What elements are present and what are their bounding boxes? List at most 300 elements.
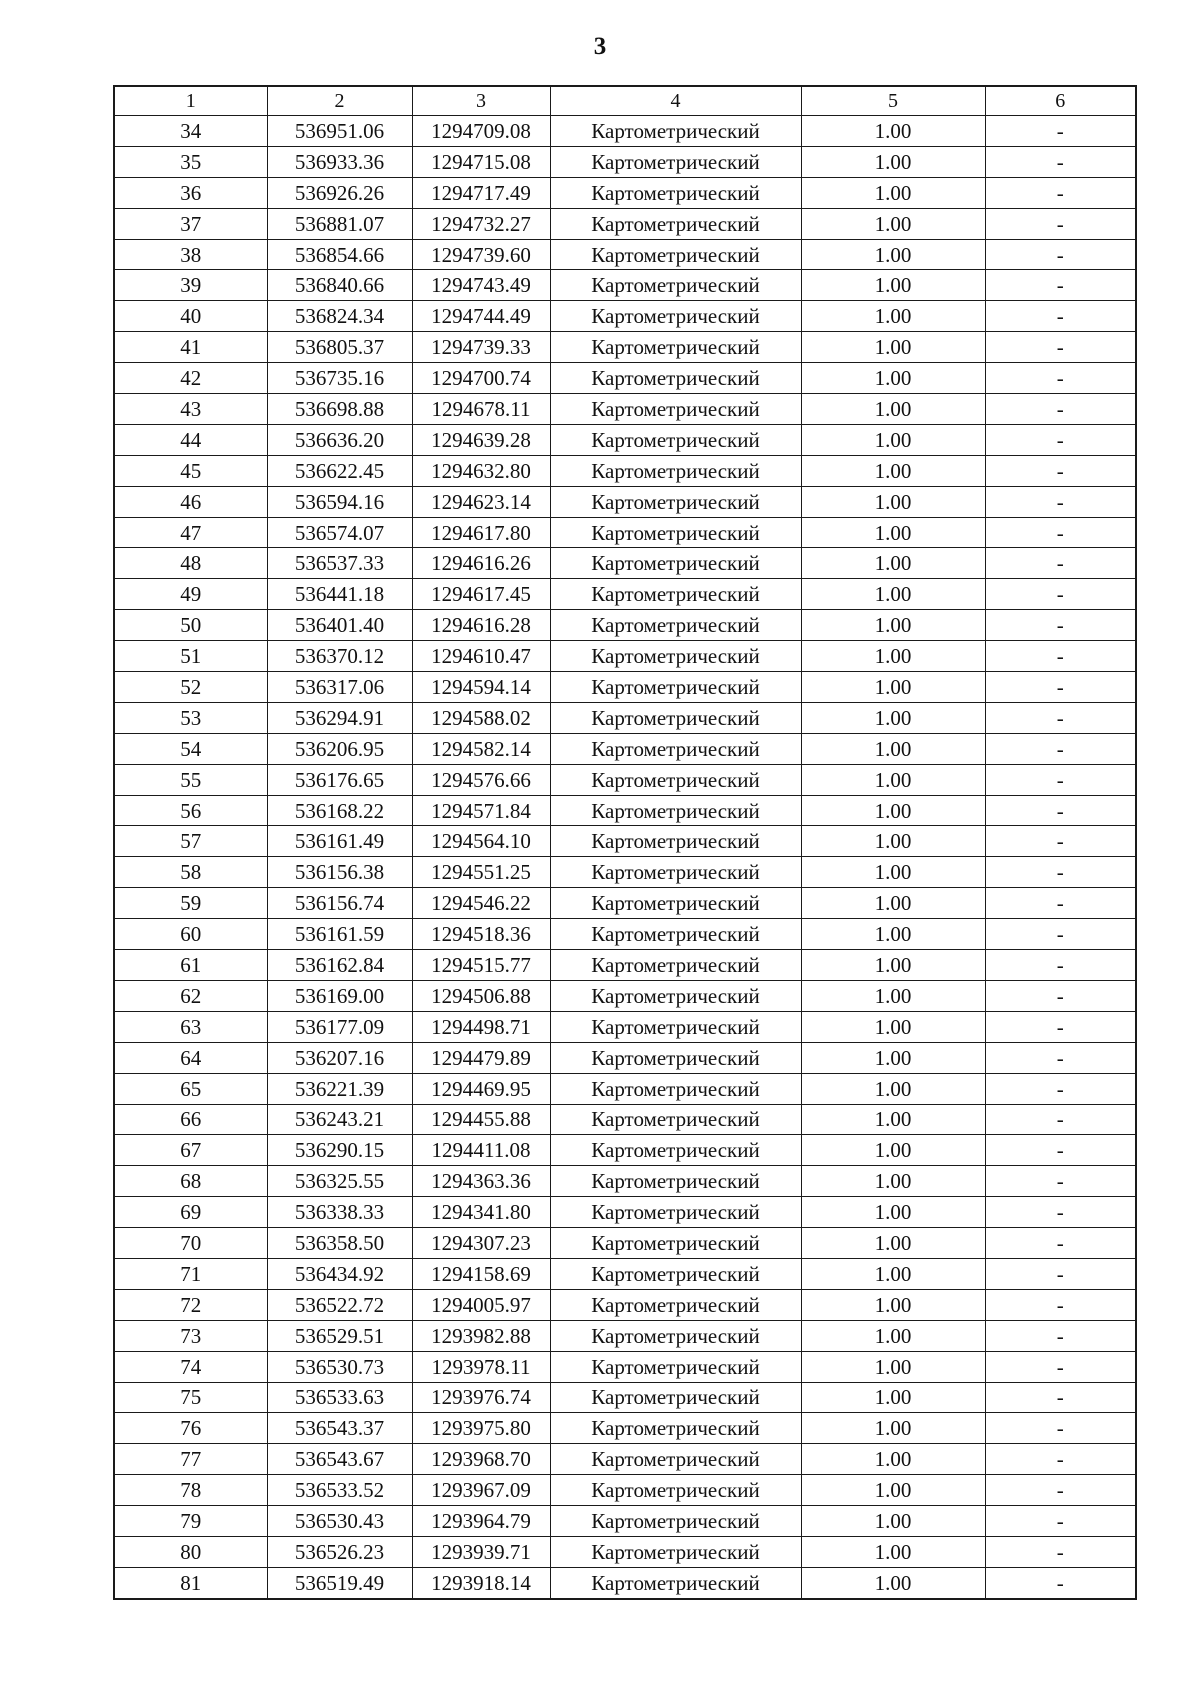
x-coordinate-cell: 536401.40 xyxy=(267,610,412,641)
point-number-cell: 65 xyxy=(114,1073,267,1104)
table-row xyxy=(114,1506,1136,1537)
method-cell: Картометрический xyxy=(550,1351,801,1382)
accuracy-cell: 1.00 xyxy=(801,1073,985,1104)
x-coordinate-cell: 536926.26 xyxy=(267,177,412,208)
table-row xyxy=(114,1228,1136,1259)
accuracy-cell: 1.00 xyxy=(801,980,985,1011)
accuracy-cell: 1.00 xyxy=(801,950,985,981)
y-coordinate-cell: 1294610.47 xyxy=(412,641,550,672)
method-cell: Картометрический xyxy=(550,1135,801,1166)
point-number-cell: 70 xyxy=(114,1228,267,1259)
x-coordinate-cell: 536243.21 xyxy=(267,1104,412,1135)
description-cell: - xyxy=(985,857,1136,888)
y-coordinate-cell: 1293918.14 xyxy=(412,1567,550,1598)
table-row xyxy=(114,1351,1136,1382)
x-coordinate-cell: 536434.92 xyxy=(267,1258,412,1289)
method-cell: Картометрический xyxy=(550,1011,801,1042)
x-coordinate-cell: 536169.00 xyxy=(267,980,412,1011)
method-cell: Картометрический xyxy=(550,455,801,486)
description-cell: - xyxy=(985,548,1136,579)
method-cell: Картометрический xyxy=(550,1073,801,1104)
x-coordinate-cell: 536177.09 xyxy=(267,1011,412,1042)
method-cell: Картометрический xyxy=(550,1536,801,1567)
y-coordinate-cell: 1294632.80 xyxy=(412,455,550,486)
accuracy-cell: 1.00 xyxy=(801,332,985,363)
description-cell: - xyxy=(985,1475,1136,1506)
table-row xyxy=(114,950,1136,981)
y-coordinate-cell: 1293967.09 xyxy=(412,1475,550,1506)
x-coordinate-cell: 536881.07 xyxy=(267,208,412,239)
description-cell: - xyxy=(985,950,1136,981)
y-coordinate-cell: 1294709.08 xyxy=(412,116,550,147)
x-coordinate-cell: 536622.45 xyxy=(267,455,412,486)
method-cell: Картометрический xyxy=(550,733,801,764)
method-cell: Картометрический xyxy=(550,301,801,332)
description-cell: - xyxy=(985,1042,1136,1073)
description-cell: - xyxy=(985,1073,1136,1104)
point-number-cell: 42 xyxy=(114,363,267,394)
table-row xyxy=(114,1444,1136,1475)
table-row xyxy=(114,208,1136,239)
y-coordinate-cell: 1294455.88 xyxy=(412,1104,550,1135)
table-row xyxy=(114,1135,1136,1166)
y-coordinate-cell: 1294515.77 xyxy=(412,950,550,981)
description-cell: - xyxy=(985,1536,1136,1567)
method-cell: Картометрический xyxy=(550,764,801,795)
y-coordinate-cell: 1294571.84 xyxy=(412,795,550,826)
description-cell: - xyxy=(985,394,1136,425)
accuracy-cell: 1.00 xyxy=(801,1104,985,1135)
x-coordinate-cell: 536529.51 xyxy=(267,1320,412,1351)
y-coordinate-cell: 1293976.74 xyxy=(412,1382,550,1413)
y-coordinate-cell: 1294005.97 xyxy=(412,1289,550,1320)
description-cell: - xyxy=(985,1258,1136,1289)
column-header: 3 xyxy=(412,86,550,116)
table-row xyxy=(114,1042,1136,1073)
x-coordinate-cell: 536162.84 xyxy=(267,950,412,981)
y-coordinate-cell: 1293978.11 xyxy=(412,1351,550,1382)
accuracy-cell: 1.00 xyxy=(801,394,985,425)
table-row xyxy=(114,1073,1136,1104)
method-cell: Картометрический xyxy=(550,363,801,394)
table-row xyxy=(114,1197,1136,1228)
accuracy-cell: 1.00 xyxy=(801,208,985,239)
description-cell: - xyxy=(985,1197,1136,1228)
method-cell: Картометрический xyxy=(550,548,801,579)
table-row xyxy=(114,177,1136,208)
point-number-cell: 53 xyxy=(114,702,267,733)
y-coordinate-cell: 1294341.80 xyxy=(412,1197,550,1228)
table-header-row xyxy=(114,86,1136,116)
method-cell: Картометрический xyxy=(550,517,801,548)
table-row xyxy=(114,239,1136,270)
description-cell: - xyxy=(985,208,1136,239)
accuracy-cell: 1.00 xyxy=(801,1228,985,1259)
accuracy-cell: 1.00 xyxy=(801,641,985,672)
y-coordinate-cell: 1293975.80 xyxy=(412,1413,550,1444)
description-cell: - xyxy=(985,1166,1136,1197)
point-number-cell: 79 xyxy=(114,1506,267,1537)
method-cell: Картометрический xyxy=(550,1413,801,1444)
x-coordinate-cell: 536698.88 xyxy=(267,394,412,425)
y-coordinate-cell: 1294616.26 xyxy=(412,548,550,579)
description-cell: - xyxy=(985,1104,1136,1135)
table-row xyxy=(114,1104,1136,1135)
point-number-cell: 62 xyxy=(114,980,267,1011)
accuracy-cell: 1.00 xyxy=(801,857,985,888)
y-coordinate-cell: 1294700.74 xyxy=(412,363,550,394)
x-coordinate-cell: 536519.49 xyxy=(267,1567,412,1598)
y-coordinate-cell: 1294576.66 xyxy=(412,764,550,795)
y-coordinate-cell: 1294363.36 xyxy=(412,1166,550,1197)
accuracy-cell: 1.00 xyxy=(801,146,985,177)
accuracy-cell: 1.00 xyxy=(801,579,985,610)
method-cell: Картометрический xyxy=(550,1228,801,1259)
accuracy-cell: 1.00 xyxy=(801,1042,985,1073)
table-row xyxy=(114,486,1136,517)
y-coordinate-cell: 1294678.11 xyxy=(412,394,550,425)
column-header: 2 xyxy=(267,86,412,116)
description-cell: - xyxy=(985,919,1136,950)
table-row xyxy=(114,270,1136,301)
table-row xyxy=(114,579,1136,610)
description-cell: - xyxy=(985,270,1136,301)
point-number-cell: 66 xyxy=(114,1104,267,1135)
table-row xyxy=(114,919,1136,950)
point-number-cell: 39 xyxy=(114,270,267,301)
x-coordinate-cell: 536161.49 xyxy=(267,826,412,857)
accuracy-cell: 1.00 xyxy=(801,1011,985,1042)
point-number-cell: 81 xyxy=(114,1567,267,1598)
accuracy-cell: 1.00 xyxy=(801,455,985,486)
point-number-cell: 61 xyxy=(114,950,267,981)
x-coordinate-cell: 536951.06 xyxy=(267,116,412,147)
x-coordinate-cell: 536854.66 xyxy=(267,239,412,270)
point-number-cell: 50 xyxy=(114,610,267,641)
point-number-cell: 80 xyxy=(114,1536,267,1567)
method-cell: Картометрический xyxy=(550,702,801,733)
point-number-cell: 54 xyxy=(114,733,267,764)
x-coordinate-cell: 536207.16 xyxy=(267,1042,412,1073)
x-coordinate-cell: 536338.33 xyxy=(267,1197,412,1228)
point-number-cell: 47 xyxy=(114,517,267,548)
x-coordinate-cell: 536294.91 xyxy=(267,702,412,733)
description-cell: - xyxy=(985,826,1136,857)
point-number-cell: 49 xyxy=(114,579,267,610)
description-cell: - xyxy=(985,1289,1136,1320)
table-row xyxy=(114,1258,1136,1289)
method-cell: Картометрический xyxy=(550,1444,801,1475)
table-row xyxy=(114,332,1136,363)
y-coordinate-cell: 1294469.95 xyxy=(412,1073,550,1104)
description-cell: - xyxy=(985,1506,1136,1537)
table-row xyxy=(114,424,1136,455)
y-coordinate-cell: 1294743.49 xyxy=(412,270,550,301)
description-cell: - xyxy=(985,239,1136,270)
table-row xyxy=(114,764,1136,795)
method-cell: Картометрический xyxy=(550,394,801,425)
method-cell: Картометрический xyxy=(550,1104,801,1135)
y-coordinate-cell: 1294479.89 xyxy=(412,1042,550,1073)
point-number-cell: 44 xyxy=(114,424,267,455)
method-cell: Картометрический xyxy=(550,919,801,950)
x-coordinate-cell: 536176.65 xyxy=(267,764,412,795)
accuracy-cell: 1.00 xyxy=(801,517,985,548)
x-coordinate-cell: 536537.33 xyxy=(267,548,412,579)
y-coordinate-cell: 1294546.22 xyxy=(412,888,550,919)
table-row xyxy=(114,795,1136,826)
table-row xyxy=(114,1320,1136,1351)
accuracy-cell: 1.00 xyxy=(801,486,985,517)
table-row xyxy=(114,610,1136,641)
method-cell: Картометрический xyxy=(550,270,801,301)
description-cell: - xyxy=(985,1351,1136,1382)
y-coordinate-cell: 1294518.36 xyxy=(412,919,550,950)
accuracy-cell: 1.00 xyxy=(801,1475,985,1506)
x-coordinate-cell: 536221.39 xyxy=(267,1073,412,1104)
accuracy-cell: 1.00 xyxy=(801,270,985,301)
point-number-cell: 60 xyxy=(114,919,267,950)
table-row xyxy=(114,1166,1136,1197)
x-coordinate-cell: 536543.67 xyxy=(267,1444,412,1475)
point-number-cell: 75 xyxy=(114,1382,267,1413)
x-coordinate-cell: 536317.06 xyxy=(267,672,412,703)
method-cell: Картометрический xyxy=(550,332,801,363)
point-number-cell: 78 xyxy=(114,1475,267,1506)
table-row xyxy=(114,672,1136,703)
description-cell: - xyxy=(985,795,1136,826)
x-coordinate-cell: 536533.52 xyxy=(267,1475,412,1506)
accuracy-cell: 1.00 xyxy=(801,1444,985,1475)
table-row xyxy=(114,455,1136,486)
x-coordinate-cell: 536358.50 xyxy=(267,1228,412,1259)
x-coordinate-cell: 536530.73 xyxy=(267,1351,412,1382)
column-header: 4 xyxy=(550,86,801,116)
point-number-cell: 41 xyxy=(114,332,267,363)
method-cell: Картометрический xyxy=(550,1258,801,1289)
accuracy-cell: 1.00 xyxy=(801,1351,985,1382)
method-cell: Картометрический xyxy=(550,1475,801,1506)
accuracy-cell: 1.00 xyxy=(801,888,985,919)
accuracy-cell: 1.00 xyxy=(801,1289,985,1320)
accuracy-cell: 1.00 xyxy=(801,1320,985,1351)
y-coordinate-cell: 1294639.28 xyxy=(412,424,550,455)
description-cell: - xyxy=(985,1320,1136,1351)
method-cell: Картометрический xyxy=(550,424,801,455)
description-cell: - xyxy=(985,610,1136,641)
y-coordinate-cell: 1294307.23 xyxy=(412,1228,550,1259)
y-coordinate-cell: 1293968.70 xyxy=(412,1444,550,1475)
method-cell: Картометрический xyxy=(550,579,801,610)
method-cell: Картометрический xyxy=(550,857,801,888)
x-coordinate-cell: 536543.37 xyxy=(267,1413,412,1444)
y-coordinate-cell: 1294411.08 xyxy=(412,1135,550,1166)
point-number-cell: 71 xyxy=(114,1258,267,1289)
table-body xyxy=(114,116,1136,1599)
x-coordinate-cell: 536168.22 xyxy=(267,795,412,826)
point-number-cell: 51 xyxy=(114,641,267,672)
point-number-cell: 46 xyxy=(114,486,267,517)
y-coordinate-cell: 1294616.28 xyxy=(412,610,550,641)
description-cell: - xyxy=(985,980,1136,1011)
point-number-cell: 48 xyxy=(114,548,267,579)
table-row xyxy=(114,857,1136,888)
accuracy-cell: 1.00 xyxy=(801,702,985,733)
accuracy-cell: 1.00 xyxy=(801,826,985,857)
accuracy-cell: 1.00 xyxy=(801,795,985,826)
accuracy-cell: 1.00 xyxy=(801,363,985,394)
accuracy-cell: 1.00 xyxy=(801,548,985,579)
description-cell: - xyxy=(985,363,1136,394)
method-cell: Картометрический xyxy=(550,177,801,208)
y-coordinate-cell: 1294506.88 xyxy=(412,980,550,1011)
accuracy-cell: 1.00 xyxy=(801,177,985,208)
point-number-cell: 72 xyxy=(114,1289,267,1320)
accuracy-cell: 1.00 xyxy=(801,239,985,270)
table-row xyxy=(114,826,1136,857)
point-number-cell: 77 xyxy=(114,1444,267,1475)
table-row xyxy=(114,1567,1136,1598)
method-cell: Картометрический xyxy=(550,795,801,826)
y-coordinate-cell: 1294498.71 xyxy=(412,1011,550,1042)
method-cell: Картометрический xyxy=(550,950,801,981)
description-cell: - xyxy=(985,1228,1136,1259)
y-coordinate-cell: 1294594.14 xyxy=(412,672,550,703)
accuracy-cell: 1.00 xyxy=(801,919,985,950)
x-coordinate-cell: 536824.34 xyxy=(267,301,412,332)
point-number-cell: 38 xyxy=(114,239,267,270)
table-row xyxy=(114,888,1136,919)
y-coordinate-cell: 1294617.80 xyxy=(412,517,550,548)
accuracy-cell: 1.00 xyxy=(801,1567,985,1598)
y-coordinate-cell: 1294588.02 xyxy=(412,702,550,733)
method-cell: Картометрический xyxy=(550,1197,801,1228)
y-coordinate-cell: 1294582.14 xyxy=(412,733,550,764)
description-cell: - xyxy=(985,1135,1136,1166)
x-coordinate-cell: 536161.59 xyxy=(267,919,412,950)
description-cell: - xyxy=(985,764,1136,795)
description-cell: - xyxy=(985,1382,1136,1413)
y-coordinate-cell: 1293939.71 xyxy=(412,1536,550,1567)
description-cell: - xyxy=(985,146,1136,177)
point-number-cell: 43 xyxy=(114,394,267,425)
accuracy-cell: 1.00 xyxy=(801,1506,985,1537)
x-coordinate-cell: 536840.66 xyxy=(267,270,412,301)
point-number-cell: 45 xyxy=(114,455,267,486)
x-coordinate-cell: 536290.15 xyxy=(267,1135,412,1166)
x-coordinate-cell: 536636.20 xyxy=(267,424,412,455)
x-coordinate-cell: 536370.12 xyxy=(267,641,412,672)
point-number-cell: 52 xyxy=(114,672,267,703)
table-row xyxy=(114,1289,1136,1320)
table-row xyxy=(114,517,1136,548)
table-row xyxy=(114,146,1136,177)
table-row xyxy=(114,1475,1136,1506)
table-row xyxy=(114,702,1136,733)
description-cell: - xyxy=(985,702,1136,733)
x-coordinate-cell: 536441.18 xyxy=(267,579,412,610)
table-row xyxy=(114,301,1136,332)
accuracy-cell: 1.00 xyxy=(801,1413,985,1444)
description-cell: - xyxy=(985,1444,1136,1475)
x-coordinate-cell: 536574.07 xyxy=(267,517,412,548)
description-cell: - xyxy=(985,1011,1136,1042)
y-coordinate-cell: 1294717.49 xyxy=(412,177,550,208)
description-cell: - xyxy=(985,424,1136,455)
method-cell: Картометрический xyxy=(550,208,801,239)
x-coordinate-cell: 536530.43 xyxy=(267,1506,412,1537)
method-cell: Картометрический xyxy=(550,641,801,672)
table-row xyxy=(114,1011,1136,1042)
y-coordinate-cell: 1294732.27 xyxy=(412,208,550,239)
accuracy-cell: 1.00 xyxy=(801,1382,985,1413)
accuracy-cell: 1.00 xyxy=(801,1135,985,1166)
point-number-cell: 34 xyxy=(114,116,267,147)
accuracy-cell: 1.00 xyxy=(801,1258,985,1289)
table-row xyxy=(114,1382,1136,1413)
point-number-cell: 74 xyxy=(114,1351,267,1382)
y-coordinate-cell: 1294744.49 xyxy=(412,301,550,332)
column-header: 1 xyxy=(114,86,267,116)
method-cell: Картометрический xyxy=(550,1289,801,1320)
description-cell: - xyxy=(985,177,1136,208)
point-number-cell: 36 xyxy=(114,177,267,208)
description-cell: - xyxy=(985,301,1136,332)
accuracy-cell: 1.00 xyxy=(801,1197,985,1228)
x-coordinate-cell: 536156.74 xyxy=(267,888,412,919)
method-cell: Картометрический xyxy=(550,146,801,177)
description-cell: - xyxy=(985,579,1136,610)
point-number-cell: 69 xyxy=(114,1197,267,1228)
point-number-cell: 58 xyxy=(114,857,267,888)
y-coordinate-cell: 1294617.45 xyxy=(412,579,550,610)
method-cell: Картометрический xyxy=(550,486,801,517)
description-cell: - xyxy=(985,672,1136,703)
y-coordinate-cell: 1294739.60 xyxy=(412,239,550,270)
point-number-cell: 64 xyxy=(114,1042,267,1073)
accuracy-cell: 1.00 xyxy=(801,116,985,147)
method-cell: Картометрический xyxy=(550,1567,801,1598)
x-coordinate-cell: 536805.37 xyxy=(267,332,412,363)
point-number-cell: 40 xyxy=(114,301,267,332)
method-cell: Картометрический xyxy=(550,980,801,1011)
column-header: 6 xyxy=(985,86,1136,116)
point-number-cell: 57 xyxy=(114,826,267,857)
point-number-cell: 55 xyxy=(114,764,267,795)
x-coordinate-cell: 536156.38 xyxy=(267,857,412,888)
y-coordinate-cell: 1294715.08 xyxy=(412,146,550,177)
table-row xyxy=(114,363,1136,394)
accuracy-cell: 1.00 xyxy=(801,1166,985,1197)
method-cell: Картометрический xyxy=(550,672,801,703)
table-row xyxy=(114,116,1136,147)
accuracy-cell: 1.00 xyxy=(801,1536,985,1567)
table-row xyxy=(114,980,1136,1011)
y-coordinate-cell: 1294739.33 xyxy=(412,332,550,363)
method-cell: Картометрический xyxy=(550,610,801,641)
x-coordinate-cell: 536533.63 xyxy=(267,1382,412,1413)
point-number-cell: 37 xyxy=(114,208,267,239)
x-coordinate-cell: 536594.16 xyxy=(267,486,412,517)
point-number-cell: 67 xyxy=(114,1135,267,1166)
y-coordinate-cell: 1294158.69 xyxy=(412,1258,550,1289)
description-cell: - xyxy=(985,733,1136,764)
description-cell: - xyxy=(985,455,1136,486)
method-cell: Картометрический xyxy=(550,1166,801,1197)
table-row xyxy=(114,1413,1136,1444)
y-coordinate-cell: 1294623.14 xyxy=(412,486,550,517)
method-cell: Картометрический xyxy=(550,1042,801,1073)
